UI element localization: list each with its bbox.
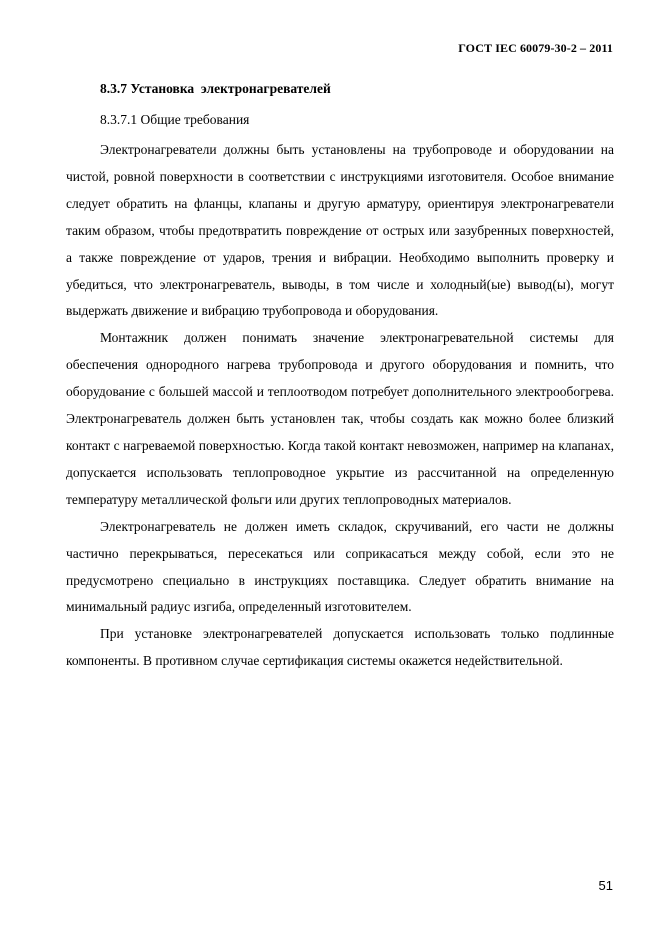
paragraph-1: Электронагреватели должны быть установлены на трубопроводе и оборудовании на чистой, ровной поверхности в соответствии с инструкциями изготовителя. Особое внимание следует обратить на фланцы, клапаны и другую арматуру, ориентируя электронагреватели таким образом, чтобы предотвратить повреждение от острых или зазубренных поверхностей, а также повреждение от ударов, трения и вибрации. Необходимо выполнить проверку и убедиться, что электронагреватель, выводы, в том числе и холодный(ые) вывод(ы), могут выдержать движение и вибрацию трубопровода и оборудования. (66, 142, 614, 319)
paragraph-4: При установке электронагревателей допускается использовать только подлинные компоненты. В противном случае сертификация системы окажется недействительной. (66, 626, 614, 669)
body-text (66, 137, 614, 675)
paragraph-3: Электронагреватель не должен иметь складок, скручиваний, его части не должны частично перекрываться, пересекаться или соприкасаться между собой, если это не предусмотрено специально в инструкциях поставщика. Следует обратить внимание на минимальный радиус изгиба, определенный изготовителем. (66, 518, 614, 615)
paragraph-2: Монтажник должен понимать значение электронагревательной системы для обеспечения однородного нагрева трубопровода и другого оборудования и помнить, что оборудование с большей массой и теплоотводом потребует дополнительного электрообогрева. Электронагреватель должен быть установлен так, чтобы создать как можно более близкий контакт с нагреваемой поверхностью. Когда такой контакт невозможен, например на клапанах, допускается использовать теплопроводное укрытие из рассчитанной на определенную температуру металлической фольги или других теплопроводных материалов. (66, 330, 614, 507)
standard-header: ГОСТ IEC 60079-30-2 – 2011 (458, 41, 613, 55)
section-title: 8.3.7 Установка электронагревателей (100, 81, 331, 96)
page-number: 51 (598, 878, 613, 893)
subsection-title: 8.3.7.1 Общие требования (100, 112, 250, 127)
